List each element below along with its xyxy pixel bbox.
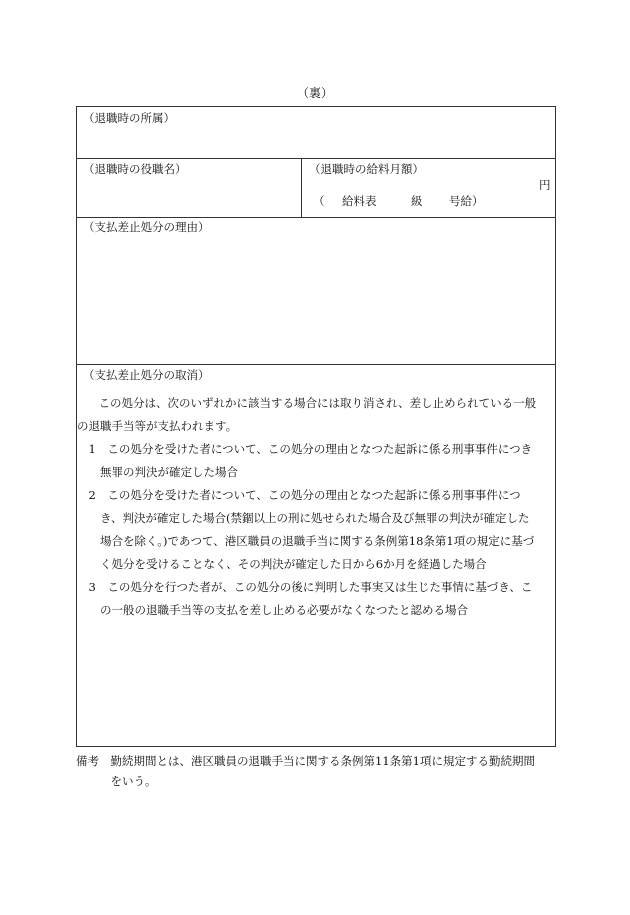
cancel-line: の退職手当等が支払われます。	[77, 419, 238, 433]
disposition-form	[76, 106, 556, 747]
cancel-line: き、判決が確定した場合(禁錮以上の刑に処せられた場合及び無罪の判決が確定した	[77, 511, 530, 525]
affiliation-label: （退職時の所属）	[83, 111, 175, 125]
row-divider-3	[77, 364, 555, 365]
cancel-line: 2 この処分を受けた者について、この処分の理由となつた起訴に係る刑事事件につ	[77, 488, 521, 502]
cancel-label: （支払差止処分の取消）	[83, 368, 210, 382]
cancel-line: く処分を受けることなく、その判決が確定した日から6か月を経過した場合	[77, 557, 487, 571]
position-label: （退職時の役職名）	[83, 162, 187, 176]
cancel-line: 3 この処分を行つた者が、この処分の後に判明した事実又は生じた事情に基づき、こ	[77, 580, 533, 594]
row-divider-1	[77, 158, 555, 159]
remarks-line-1: 備考 勤続期間とは、港区職員の退職手当に関する条例第11条第1項に規定する勤続期間	[76, 754, 535, 768]
row-divider-2	[77, 217, 555, 218]
salary-label: （退職時の給料月額）	[309, 162, 424, 176]
cancel-line: 無罪の判決が確定した場合	[77, 465, 238, 479]
cancel-line: の一般の退職手当等の支払を差し止める必要がなくなつたと認める場合	[77, 603, 468, 617]
remarks-line-2: をいう。	[76, 774, 157, 788]
page-heading: （裏）	[296, 86, 333, 100]
salary-table-label: 給料表	[342, 194, 377, 208]
salary-grade-row	[77, 193, 557, 209]
step-label: 号給）	[449, 194, 484, 208]
cancel-line: 場合を除く。)であつて、港区職員の退職手当に関する条例第18条第1項の規定に基づ	[77, 534, 535, 548]
reason-label: （支払差止処分の理由）	[83, 220, 210, 234]
cancel-line: この処分は、次のいずれかに該当する場合には取り消され、差し止められている一般	[87, 396, 537, 410]
yen-unit: 円	[539, 178, 551, 192]
grade-open-paren: （	[313, 194, 325, 208]
cancel-line: 1 この処分を受けた者について、この処分の理由となつた起訴に係る刑事事件につき	[77, 442, 533, 456]
grade-label: 級	[411, 194, 423, 208]
